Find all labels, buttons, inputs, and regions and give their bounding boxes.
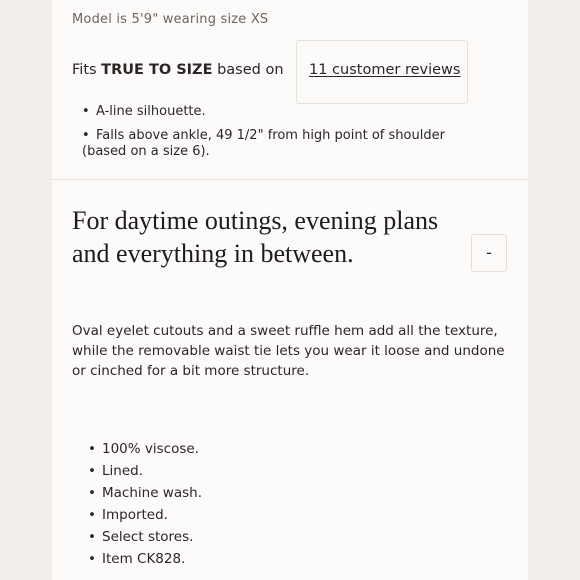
product-headline: For daytime outings, evening plans and everything in between.	[72, 206, 439, 268]
fit-bullet-list	[82, 104, 445, 160]
bullet-text-continued: (based on a size 6).	[82, 144, 210, 159]
customer-reviews-link[interactable]: 11 customer reviews	[309, 62, 461, 78]
list-item	[82, 128, 445, 160]
fit-suffix: based on	[217, 62, 284, 78]
product-details-list	[88, 438, 202, 570]
model-size-note: Model is 5'9" wearing size XS	[72, 12, 269, 27]
page-margin-right	[528, 0, 580, 580]
bullet-text: Falls above ankle, 49 1/2" from high point of shoulder	[96, 128, 445, 143]
collapse-toggle-button[interactable]: -	[471, 234, 507, 272]
list-item: • Item CK828.	[88, 548, 202, 570]
product-description: Oval eyelet cutouts and a sweet ruffle hem add all the texture, while the removable waist tie lets you wear it loose and undone or cinched for a bit more structure.	[72, 323, 505, 379]
list-item: • Lined.	[88, 460, 202, 482]
list-item: • Select stores.	[88, 526, 202, 548]
list-item: • Machine wash.	[88, 482, 202, 504]
fit-emphasis: TRUE TO SIZE	[101, 62, 213, 78]
list-item: • Imported.	[88, 504, 202, 526]
list-item: • 100% viscose.	[88, 438, 202, 460]
bullet-text: A-line silhouette.	[96, 104, 206, 119]
fit-summary	[72, 62, 284, 78]
page-margin-left	[0, 0, 52, 580]
section-divider	[52, 179, 528, 180]
reviews-link-container[interactable]	[296, 40, 468, 104]
fit-prefix: Fits	[72, 62, 97, 78]
list-item	[82, 104, 445, 120]
product-details-panel	[52, 0, 528, 580]
